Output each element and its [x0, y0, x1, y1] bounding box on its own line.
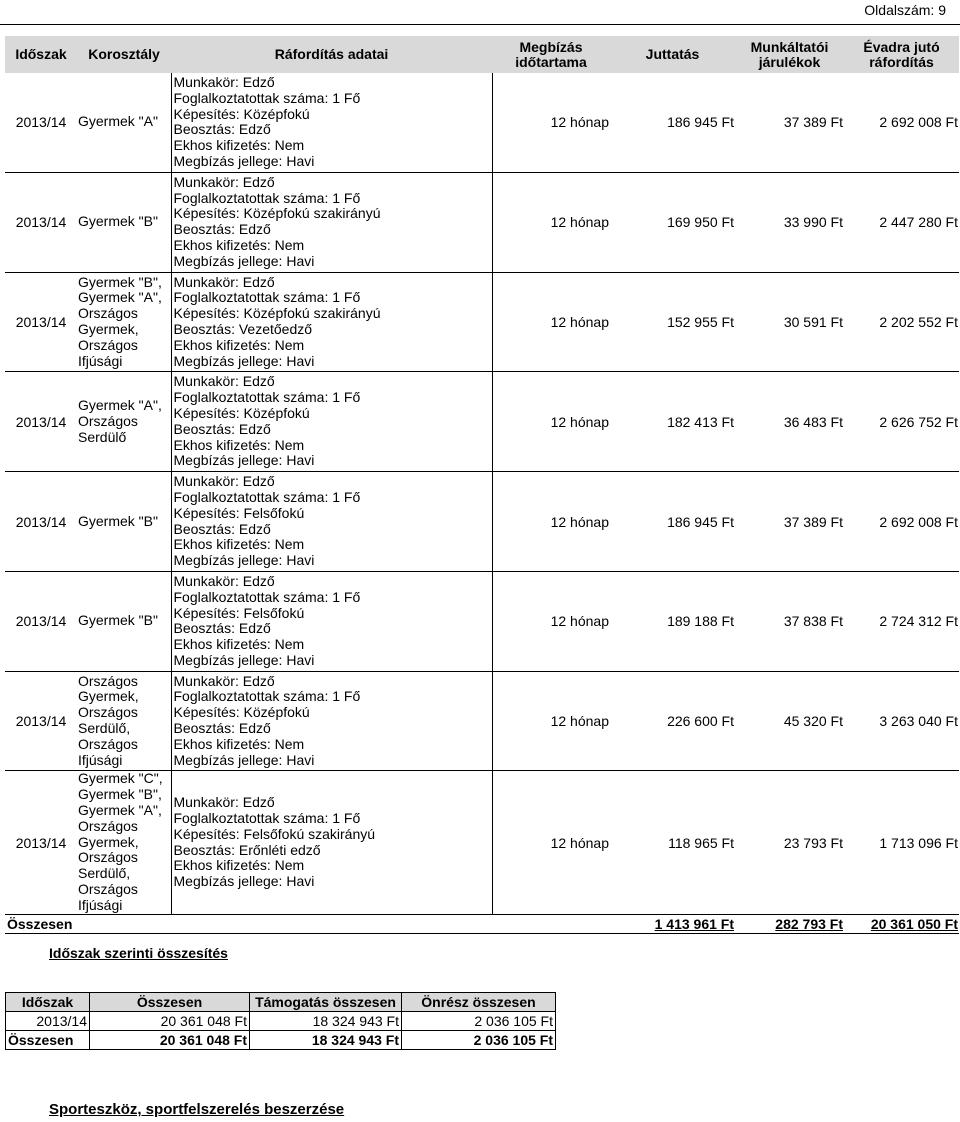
cell-raforditas: 2 724 312 Ft	[844, 571, 959, 671]
cell-raforditas-adatai-line: Foglalkoztatottak száma: 1 Fő	[173, 488, 361, 505]
cell-juttatas: 118 965 Ft	[610, 771, 735, 914]
cell-raforditas-adatai-line: Munkakör: Edző	[173, 473, 275, 490]
summary-title: Időszak szerinti összesítés	[49, 945, 228, 961]
cell-raforditas-adatai-line: Ekhos kifizetés: Nem	[173, 236, 305, 253]
cell-raforditas-adatai-line: Ekhos kifizetés: Nem	[173, 336, 305, 353]
cell-raforditas-adatai-line: Megbízás jellege: Havi	[173, 873, 315, 890]
table-row	[5, 372, 959, 472]
cell-korosztaly-line: Országos	[78, 704, 138, 721]
cell-korosztaly	[77, 771, 171, 914]
cell-juttatas: 152 955 Ft	[610, 272, 735, 372]
cell-juttatas: 186 945 Ft	[610, 472, 735, 572]
cell-raforditas-adatai-line: Ekhos kifizetés: Nem	[173, 735, 305, 752]
col-header-korosztaly: Korosztály	[77, 36, 171, 73]
cell-raforditas-adatai-line: Megbízás jellege: Havi	[173, 352, 315, 369]
table-body	[5, 73, 959, 914]
cell-korosztaly-line: Országos	[78, 672, 138, 689]
cell-raforditas-adatai-line: Megbízás jellege: Havi	[173, 552, 315, 569]
cell-idoszak: 2013/14	[5, 472, 77, 572]
cell-raforditas-adatai	[171, 472, 492, 572]
cell-jarulek: 37 389 Ft	[735, 73, 844, 172]
cell-raforditas-adatai-line: Megbízás jellege: Havi	[173, 452, 315, 469]
cell-raforditas-adatai-line: Foglalkoztatottak száma: 1 Fő	[173, 289, 361, 306]
cell-raforditas: 3 263 040 Ft	[844, 671, 959, 771]
cell-raforditas-adatai-line: Beosztás: Edző	[173, 720, 271, 737]
cell-jarulek: 30 591 Ft	[735, 272, 844, 372]
cell-raforditas-adatai-line: Munkakör: Edző	[173, 173, 275, 190]
cell-raforditas-adatai	[171, 272, 492, 372]
cell-raforditas-adatai-line: Foglalkoztatottak száma: 1 Fő	[173, 809, 361, 826]
summary-col-onresz: Önrész összesen	[402, 993, 556, 1012]
cell-korosztaly-line: Gyermek "A",	[78, 397, 162, 414]
cell-raforditas-adatai-line: Beosztás: Edző	[173, 520, 271, 537]
summary-cell: 2013/14	[6, 1012, 90, 1031]
table-row	[5, 73, 959, 172]
summary-cell: 18 324 943 Ft	[250, 1012, 402, 1031]
cell-raforditas-adatai-line: Képesítés: Felsőfokú szakirányú	[173, 825, 376, 842]
cell-korosztaly-line: Gyermek "A",	[78, 289, 162, 306]
cell-korosztaly-line: Gyermek "B"	[78, 213, 158, 230]
total-juttatas	[610, 914, 735, 933]
cell-raforditas-adatai-line: Képesítés: Középfokú	[173, 105, 310, 122]
page-number: Oldalszám: 9	[864, 2, 946, 18]
cell-raforditas-adatai-line: Foglalkoztatottak száma: 1 Fő	[173, 89, 361, 106]
cell-korosztaly-line: Gyermek,	[78, 688, 139, 705]
cell-korosztaly-line: Ifjúsági	[78, 896, 123, 913]
cell-korosztaly-line: Országos	[78, 881, 138, 898]
cell-korosztaly	[77, 73, 171, 172]
header-line: Munkáltatói	[750, 38, 829, 55]
cell-raforditas: 1 713 096 Ft	[844, 771, 959, 914]
cell-korosztaly	[77, 671, 171, 771]
total-jarulek-value: 282 793 Ft	[775, 915, 843, 932]
total-label: Összesen	[5, 914, 77, 933]
cell-raforditas-adatai	[171, 771, 492, 914]
cell-idotartam: 12 hónap	[492, 771, 610, 914]
cell-raforditas-adatai-line: Képesítés: Középfokú	[173, 704, 310, 721]
col-header-idoszak: Időszak	[5, 36, 77, 73]
cell-korosztaly	[77, 272, 171, 372]
cell-korosztaly-line: Serdülő	[78, 428, 127, 445]
table-row	[5, 671, 959, 771]
cell-jarulek: 37 389 Ft	[735, 472, 844, 572]
header-line: Évadra jutó	[863, 38, 940, 55]
cell-raforditas-adatai-line: Beosztás: Edző	[173, 420, 271, 437]
cell-jarulek: 36 483 Ft	[735, 372, 844, 472]
cell-raforditas-adatai-line: Beosztás: Edző	[173, 121, 271, 138]
cell-raforditas-adatai-line: Megbízás jellege: Havi	[173, 252, 315, 269]
summary-total-cell: 18 324 943 Ft	[250, 1031, 402, 1050]
cell-korosztaly-line: Országos	[78, 305, 138, 322]
cell-idotartam: 12 hónap	[492, 172, 610, 272]
col-header-megbizas-idotartama	[492, 36, 610, 73]
summary-total-label: Összesen	[6, 1031, 90, 1050]
total-empty	[492, 914, 610, 933]
next-section-title: Sporteszköz, sportfelszerelés beszerzése	[49, 1101, 345, 1118]
col-header-evadra-juto-raforditas	[844, 36, 959, 73]
cell-raforditas-adatai-line: Munkakör: Edző	[173, 273, 275, 290]
cell-idoszak: 2013/14	[5, 372, 77, 472]
cell-raforditas-adatai-line: Képesítés: Felsőfokú	[173, 504, 305, 521]
cell-raforditas-adatai-line: Foglalkoztatottak száma: 1 Fő	[173, 389, 361, 406]
cell-raforditas-adatai-line: Ekhos kifizetés: Nem	[173, 857, 305, 874]
cell-idotartam: 12 hónap	[492, 272, 610, 372]
cell-korosztaly-line: Ifjúsági	[78, 352, 123, 369]
cell-idoszak: 2013/14	[5, 571, 77, 671]
cell-korosztaly-line: Gyermek "B"	[78, 612, 158, 629]
header-line: Megbízás	[519, 38, 583, 55]
table-row	[5, 172, 959, 272]
cell-jarulek: 37 838 Ft	[735, 571, 844, 671]
cell-jarulek: 45 320 Ft	[735, 671, 844, 771]
table-row	[5, 571, 959, 671]
cell-korosztaly-line: Gyermek,	[78, 833, 139, 850]
cell-idotartam: 12 hónap	[492, 571, 610, 671]
expense-table	[5, 36, 959, 934]
cell-idotartam: 12 hónap	[492, 372, 610, 472]
summary-col-tamogatas: Támogatás összesen	[250, 993, 402, 1012]
cell-juttatas: 169 950 Ft	[610, 172, 735, 272]
cell-korosztaly-line: Gyermek "A",	[78, 802, 162, 819]
summary-total-row	[6, 1031, 556, 1050]
cell-korosztaly-line: Országos	[78, 412, 138, 429]
cell-korosztaly-line: Serdülő,	[78, 865, 131, 882]
total-raforditas-value: 20 361 050 Ft	[870, 915, 958, 932]
total-juttatas-value: 1 413 961 Ft	[654, 915, 734, 932]
cell-juttatas: 186 945 Ft	[610, 73, 735, 172]
cell-raforditas-adatai-line: Munkakör: Edző	[173, 373, 275, 390]
cell-raforditas-adatai-line: Foglalkoztatottak száma: 1 Fő	[173, 588, 361, 605]
cell-idoszak: 2013/14	[5, 771, 77, 914]
top-divider	[0, 24, 960, 25]
cell-korosztaly-line: Gyermek "C",	[78, 770, 163, 787]
cell-korosztaly-line: Ifjúsági	[78, 751, 123, 768]
summary-header-row	[6, 993, 556, 1012]
cell-korosztaly-line: Gyermek,	[78, 320, 139, 337]
col-header-juttatas: Juttatás	[610, 36, 735, 73]
summary-cell: 2 036 105 Ft	[402, 1012, 556, 1031]
cell-raforditas: 2 692 008 Ft	[844, 73, 959, 172]
cell-juttatas: 226 600 Ft	[610, 671, 735, 771]
cell-raforditas-adatai-line: Beosztás: Vezetőedző	[173, 320, 313, 337]
cell-raforditas-adatai-line: Munkakör: Edző	[173, 572, 275, 589]
summary-cell: 20 361 048 Ft	[90, 1012, 250, 1031]
cell-idoszak: 2013/14	[5, 272, 77, 372]
summary-col-idoszak: Időszak	[6, 993, 90, 1012]
cell-raforditas-adatai-line: Beosztás: Erőnléti edző	[173, 841, 321, 858]
header-line: járulékok	[758, 53, 821, 70]
cell-idotartam: 12 hónap	[492, 472, 610, 572]
cell-korosztaly-line: Gyermek "B",	[78, 273, 162, 290]
cell-jarulek: 23 793 Ft	[735, 771, 844, 914]
table-row	[5, 272, 959, 372]
header-line: ráfordítás	[869, 53, 934, 70]
col-header-munkaltatoi-jarulekok	[735, 36, 844, 73]
total-empty	[171, 914, 492, 933]
cell-raforditas: 2 447 280 Ft	[844, 172, 959, 272]
cell-raforditas-adatai	[171, 671, 492, 771]
col-header-raforditas-adatai: Ráfordítás adatai	[171, 36, 492, 73]
cell-juttatas: 189 188 Ft	[610, 571, 735, 671]
cell-raforditas: 2 626 752 Ft	[844, 372, 959, 472]
summary-total-cell: 20 361 048 Ft	[90, 1031, 250, 1050]
header-line: időtartama	[515, 53, 587, 70]
table-header-row	[5, 36, 959, 73]
cell-raforditas-adatai	[171, 571, 492, 671]
cell-raforditas-adatai-line: Megbízás jellege: Havi	[173, 152, 315, 169]
cell-korosztaly-line: Gyermek "B"	[78, 512, 158, 529]
cell-korosztaly-line: Országos	[78, 849, 138, 866]
total-jarulek	[735, 914, 844, 933]
cell-raforditas-adatai	[171, 73, 492, 172]
cell-raforditas-adatai-line: Képesítés: Középfokú szakirányú	[173, 305, 381, 322]
total-empty	[77, 914, 171, 933]
summary-total-cell: 2 036 105 Ft	[402, 1031, 556, 1050]
cell-idoszak: 2013/14	[5, 172, 77, 272]
total-raforditas	[844, 914, 959, 933]
cell-raforditas-adatai-line: Képesítés: Középfokú	[173, 404, 310, 421]
cell-juttatas: 182 413 Ft	[610, 372, 735, 472]
cell-korosztaly-line: Gyermek "A"	[78, 113, 158, 130]
summary-row	[6, 1012, 556, 1031]
cell-raforditas-adatai-line: Ekhos kifizetés: Nem	[173, 137, 305, 154]
cell-raforditas-adatai-line: Ekhos kifizetés: Nem	[173, 536, 305, 553]
summary-col-osszesen: Összesen	[90, 993, 250, 1012]
cell-raforditas-adatai	[171, 172, 492, 272]
cell-korosztaly	[77, 372, 171, 472]
cell-korosztaly-line: Országos	[78, 735, 138, 752]
cell-raforditas-adatai-line: Foglalkoztatottak száma: 1 Fő	[173, 189, 361, 206]
cell-idotartam: 12 hónap	[492, 73, 610, 172]
summary-table	[5, 992, 556, 1050]
cell-raforditas-adatai	[171, 372, 492, 472]
table-row	[5, 472, 959, 572]
cell-korosztaly	[77, 472, 171, 572]
cell-raforditas-adatai-line: Képesítés: Felsőfokú	[173, 604, 305, 621]
cell-raforditas-adatai-line: Megbízás jellege: Havi	[173, 651, 315, 668]
cell-raforditas-adatai-line: Ekhos kifizetés: Nem	[173, 436, 305, 453]
cell-korosztaly	[77, 571, 171, 671]
cell-raforditas-adatai-line: Beosztás: Edző	[173, 221, 271, 238]
table-row	[5, 771, 959, 914]
cell-raforditas-adatai-line: Ekhos kifizetés: Nem	[173, 636, 305, 653]
cell-raforditas-adatai-line: Munkakör: Edző	[173, 794, 275, 811]
total-row	[5, 914, 959, 933]
cell-raforditas-adatai-line: Képesítés: Középfokú szakirányú	[173, 205, 381, 222]
cell-idoszak: 2013/14	[5, 671, 77, 771]
cell-raforditas: 2 692 008 Ft	[844, 472, 959, 572]
cell-korosztaly-line: Országos	[78, 336, 138, 353]
cell-korosztaly	[77, 172, 171, 272]
cell-raforditas-adatai-line: Foglalkoztatottak száma: 1 Fő	[173, 688, 361, 705]
cell-korosztaly-line: Serdülő,	[78, 720, 131, 737]
cell-raforditas-adatai-line: Beosztás: Edző	[173, 620, 271, 637]
cell-raforditas-adatai-line: Munkakör: Edző	[173, 672, 275, 689]
cell-raforditas: 2 202 552 Ft	[844, 272, 959, 372]
cell-korosztaly-line: Gyermek "B",	[78, 786, 162, 803]
cell-jarulek: 33 990 Ft	[735, 172, 844, 272]
cell-raforditas-adatai-line: Megbízás jellege: Havi	[173, 751, 315, 768]
cell-korosztaly-line: Országos	[78, 817, 138, 834]
cell-raforditas-adatai-line: Munkakör: Edző	[173, 74, 275, 90]
cell-idoszak: 2013/14	[5, 73, 77, 172]
cell-idotartam: 12 hónap	[492, 671, 610, 771]
